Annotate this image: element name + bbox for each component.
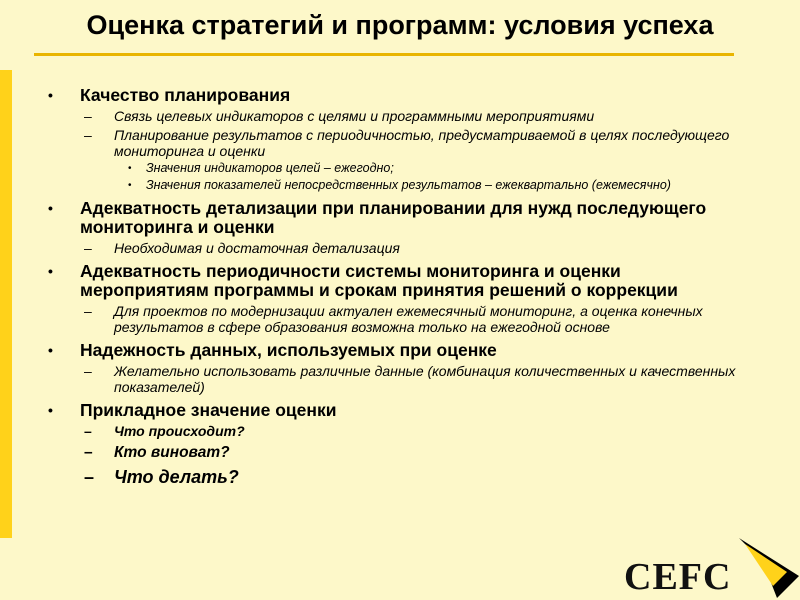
bullet-text: Надежность данных, используемых при оценке: [80, 340, 497, 360]
sub-item: [80, 240, 746, 256]
arrow-logo-icon: [737, 536, 800, 600]
dash-icon: –: [84, 240, 92, 256]
sub-item-text: Связь целевых индикаторов с целями и программными мероприятиями: [114, 108, 595, 124]
bullet-dot-icon: •: [128, 180, 132, 191]
bullet-list: [46, 86, 746, 488]
sub-list: [80, 363, 746, 395]
bullet-data-reliability: [46, 341, 746, 395]
slide-title: Оценка стратегий и программ: условия успеха: [86, 10, 714, 40]
slide-content: [46, 86, 746, 488]
bullet-dot-icon: •: [48, 263, 53, 279]
dash-icon: –: [84, 444, 93, 461]
bullet-dot-icon: •: [128, 163, 132, 174]
sub-list: [80, 108, 746, 193]
dash-icon: –: [84, 423, 92, 439]
bullet-text: Прикладное значение оценки: [80, 400, 337, 420]
sub-sub-item-text: Значения индикаторов целей – ежегодно;: [146, 161, 394, 175]
sub-sub-item: [114, 178, 746, 193]
sub-sub-item: [114, 161, 746, 176]
bullet-periodicity-adequacy: [46, 262, 746, 335]
sub-item: [80, 444, 746, 462]
left-accent-bar: [0, 70, 12, 538]
sub-list: [80, 240, 746, 256]
title-underline: [34, 53, 734, 56]
sub-item-text: Для проектов по модернизации актуален ежемесячный мониторинг, а оценка конечных результатов в сфере образования возможна только на ежегодной основе: [114, 303, 703, 335]
dash-icon: –: [84, 467, 95, 487]
sub-sub-list: [114, 161, 746, 193]
dash-icon: –: [84, 127, 92, 143]
sub-list: [80, 423, 746, 488]
sub-item: [80, 127, 746, 193]
bullet-text: Адекватность детализации при планировании для нужд последующего мониторинга и оценки: [80, 198, 707, 237]
sub-item-text: Что делать?: [114, 467, 239, 487]
sub-item: [80, 108, 746, 124]
sub-item-text: Что происходит?: [114, 423, 245, 439]
dash-icon: –: [84, 108, 92, 124]
sub-item-text: Желательно использовать различные данные (комбинация количественных и качественных показателей): [114, 363, 736, 395]
bullet-dot-icon: •: [48, 87, 53, 103]
sub-item: [80, 363, 746, 395]
sub-item-text: Необходимая и достаточная детализация: [114, 240, 400, 256]
bullet-applied-value: [46, 401, 746, 488]
sub-item-text: Планирование результатов с периодичностью, предусматриваемой в целях последующего мониторинга и оценки: [114, 127, 730, 159]
cefc-logo: CEFC: [624, 556, 732, 598]
sub-list: [80, 303, 746, 335]
bullet-dot-icon: •: [48, 342, 53, 358]
sub-item: [80, 467, 746, 488]
bullet-dot-icon: •: [48, 402, 53, 418]
bullet-text: Качество планирования: [80, 85, 291, 105]
bullet-dot-icon: •: [48, 200, 53, 216]
bullet-text: Адекватность периодичности системы мониторинга и оценки мероприятиям программы и срокам принятия решений о коррекции: [80, 261, 678, 300]
sub-item: [80, 423, 746, 439]
dash-icon: –: [84, 303, 92, 319]
sub-item: [80, 303, 746, 335]
sub-item-text: Кто виноват?: [114, 444, 230, 461]
bullet-detail-adequacy: [46, 199, 746, 256]
sub-sub-item-text: Значения показателей непосредственных результатов – ежеквартально (ежемесячно): [146, 178, 671, 192]
dash-icon: –: [84, 363, 92, 379]
bullet-planning-quality: [46, 86, 746, 193]
